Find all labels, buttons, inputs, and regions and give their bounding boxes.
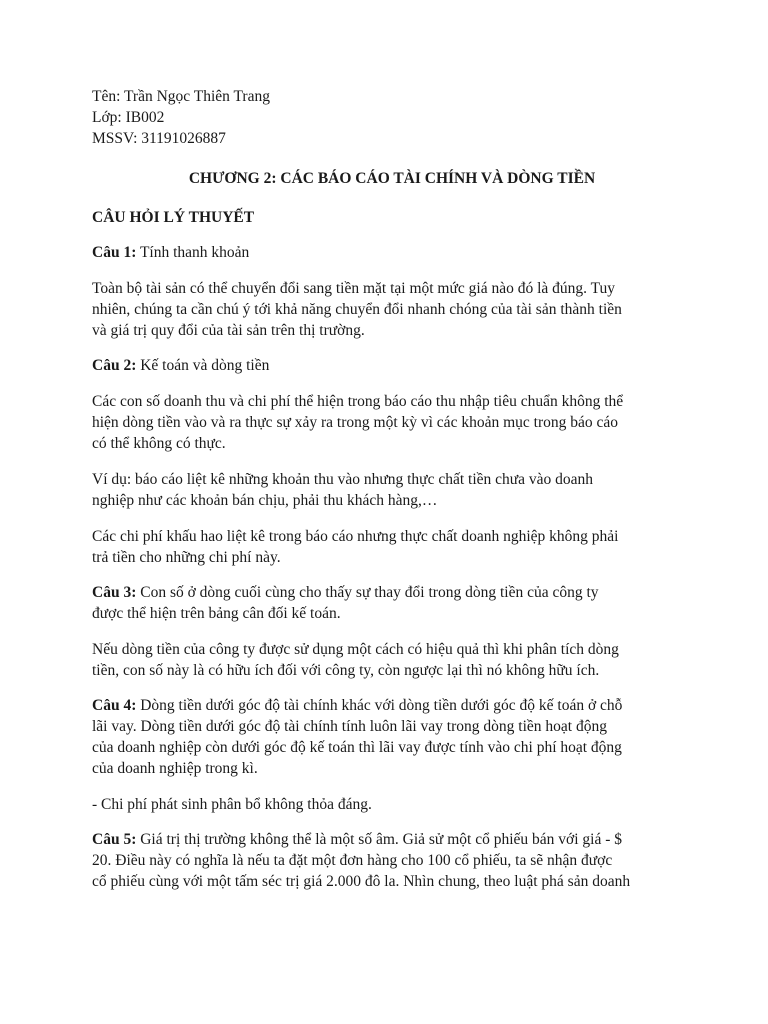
- question-3-label: Câu 3:: [92, 584, 137, 601]
- document-body: [92, 86, 692, 892]
- question-3-answer: [92, 639, 692, 681]
- text-line: tiền, con số này là có hữu ích đối với công ty, còn ngược lại thì nó không hữu ích.: [92, 662, 600, 679]
- question-4-text: Dòng tiền dưới góc độ tài chính khác với dòng tiền dưới góc độ kế toán ở chỗ: [136, 697, 623, 714]
- text-line: có thể không có thực.: [92, 435, 226, 452]
- text-line: [92, 582, 692, 603]
- question-1-title: Tính thanh khoản: [136, 244, 250, 261]
- question-3: [92, 582, 692, 624]
- text-line: 20. Điều này có nghĩa là nếu ta đặt một đơn hàng cho 100 cổ phiếu, ta sẽ nhận được: [92, 852, 613, 869]
- question-5-text: Giá trị thị trường không thể là một số âm. Giả sử một cổ phiếu bán với giá - $: [136, 831, 622, 848]
- question-1-answer: [92, 278, 692, 341]
- text-line: Các chi phí khấu hao liệt kê trong báo cáo nhưng thực chất doanh nghiệp không phải: [92, 528, 619, 545]
- text-line: được thể hiện trên bảng cân đối kế toán.: [92, 605, 341, 622]
- section-title: CÂU HỎI LÝ THUYẾT: [92, 209, 255, 226]
- question-2-answer-1: [92, 391, 692, 454]
- question-1-label: Câu 1:: [92, 244, 137, 261]
- question-4: [92, 695, 692, 779]
- text-line: trả tiền cho những chi phí này.: [92, 549, 281, 566]
- text-line: cổ phiếu cùng với một tấm séc trị giá 2.000 đô la. Nhìn chung, theo luật phá sản doanh: [92, 873, 631, 890]
- question-5-label: Câu 5:: [92, 831, 137, 848]
- text-line: nhiên, chúng ta cần chú ý tới khả năng chuyển đổi nhanh chóng của tài sản thành tiền: [92, 301, 622, 318]
- text-line: Nếu dòng tiền của công ty được sử dụng một cách có hiệu quả thì khi phân tích dòng: [92, 641, 619, 658]
- text-line: của doanh nghiệp trong kì.: [92, 760, 258, 777]
- question-1: [92, 242, 692, 263]
- question-4-bullet: - Chi phí phát sinh phân bổ không thỏa đáng.: [92, 796, 372, 813]
- question-2-label: Câu 2:: [92, 357, 137, 374]
- text-line: và giá trị quy đổi của tài sản trên thị trường.: [92, 322, 365, 339]
- student-id: MSSV: 31191026887: [92, 130, 226, 147]
- student-class: Lớp: IB002: [92, 109, 165, 126]
- text-line: nghiệp như các khoản bán chịu, phải thu khách hàng,…: [92, 492, 438, 509]
- question-2: [92, 355, 692, 376]
- text-line: hiện dòng tiền vào và ra thực sự xảy ra trong một kỳ vì các khoản mục trong báo cáo: [92, 414, 618, 431]
- student-name: Tên: Trần Ngọc Thiên Trang: [92, 88, 270, 105]
- question-2-title: Kế toán và dòng tiền: [136, 357, 270, 374]
- question-4-label: Câu 4:: [92, 697, 137, 714]
- text-line: của doanh nghiệp còn dưới góc độ kế toán thì lãi vay được tính vào chi phí hoạt động: [92, 739, 622, 756]
- question-3-text: Con số ở dòng cuối cùng cho thấy sự thay đổi trong dòng tiền của công ty: [136, 584, 599, 601]
- question-2-answer-2: [92, 469, 692, 511]
- text-line: Toàn bộ tài sản có thể chuyển đổi sang tiền mặt tại một mức giá nào đó là đúng. Tuy: [92, 280, 616, 297]
- text-line: [92, 829, 692, 850]
- text-line: lãi vay. Dòng tiền dưới góc độ tài chính tính luôn lãi vay trong dòng tiền hoạt động: [92, 718, 607, 735]
- question-2-answer-3: [92, 526, 692, 568]
- text-line: Ví dụ: báo cáo liệt kê những khoản thu vào nhưng thực chất tiền chưa vào doanh: [92, 471, 594, 488]
- text-line: Các con số doanh thu và chi phí thể hiện trong báo cáo thu nhập tiêu chuẩn không thể: [92, 393, 624, 410]
- text-line: [92, 695, 692, 716]
- student-info: [92, 86, 692, 149]
- question-5: [92, 829, 692, 892]
- chapter-title: CHƯƠNG 2: CÁC BÁO CÁO TÀI CHÍNH VÀ DÒNG TIỀN: [188, 170, 596, 187]
